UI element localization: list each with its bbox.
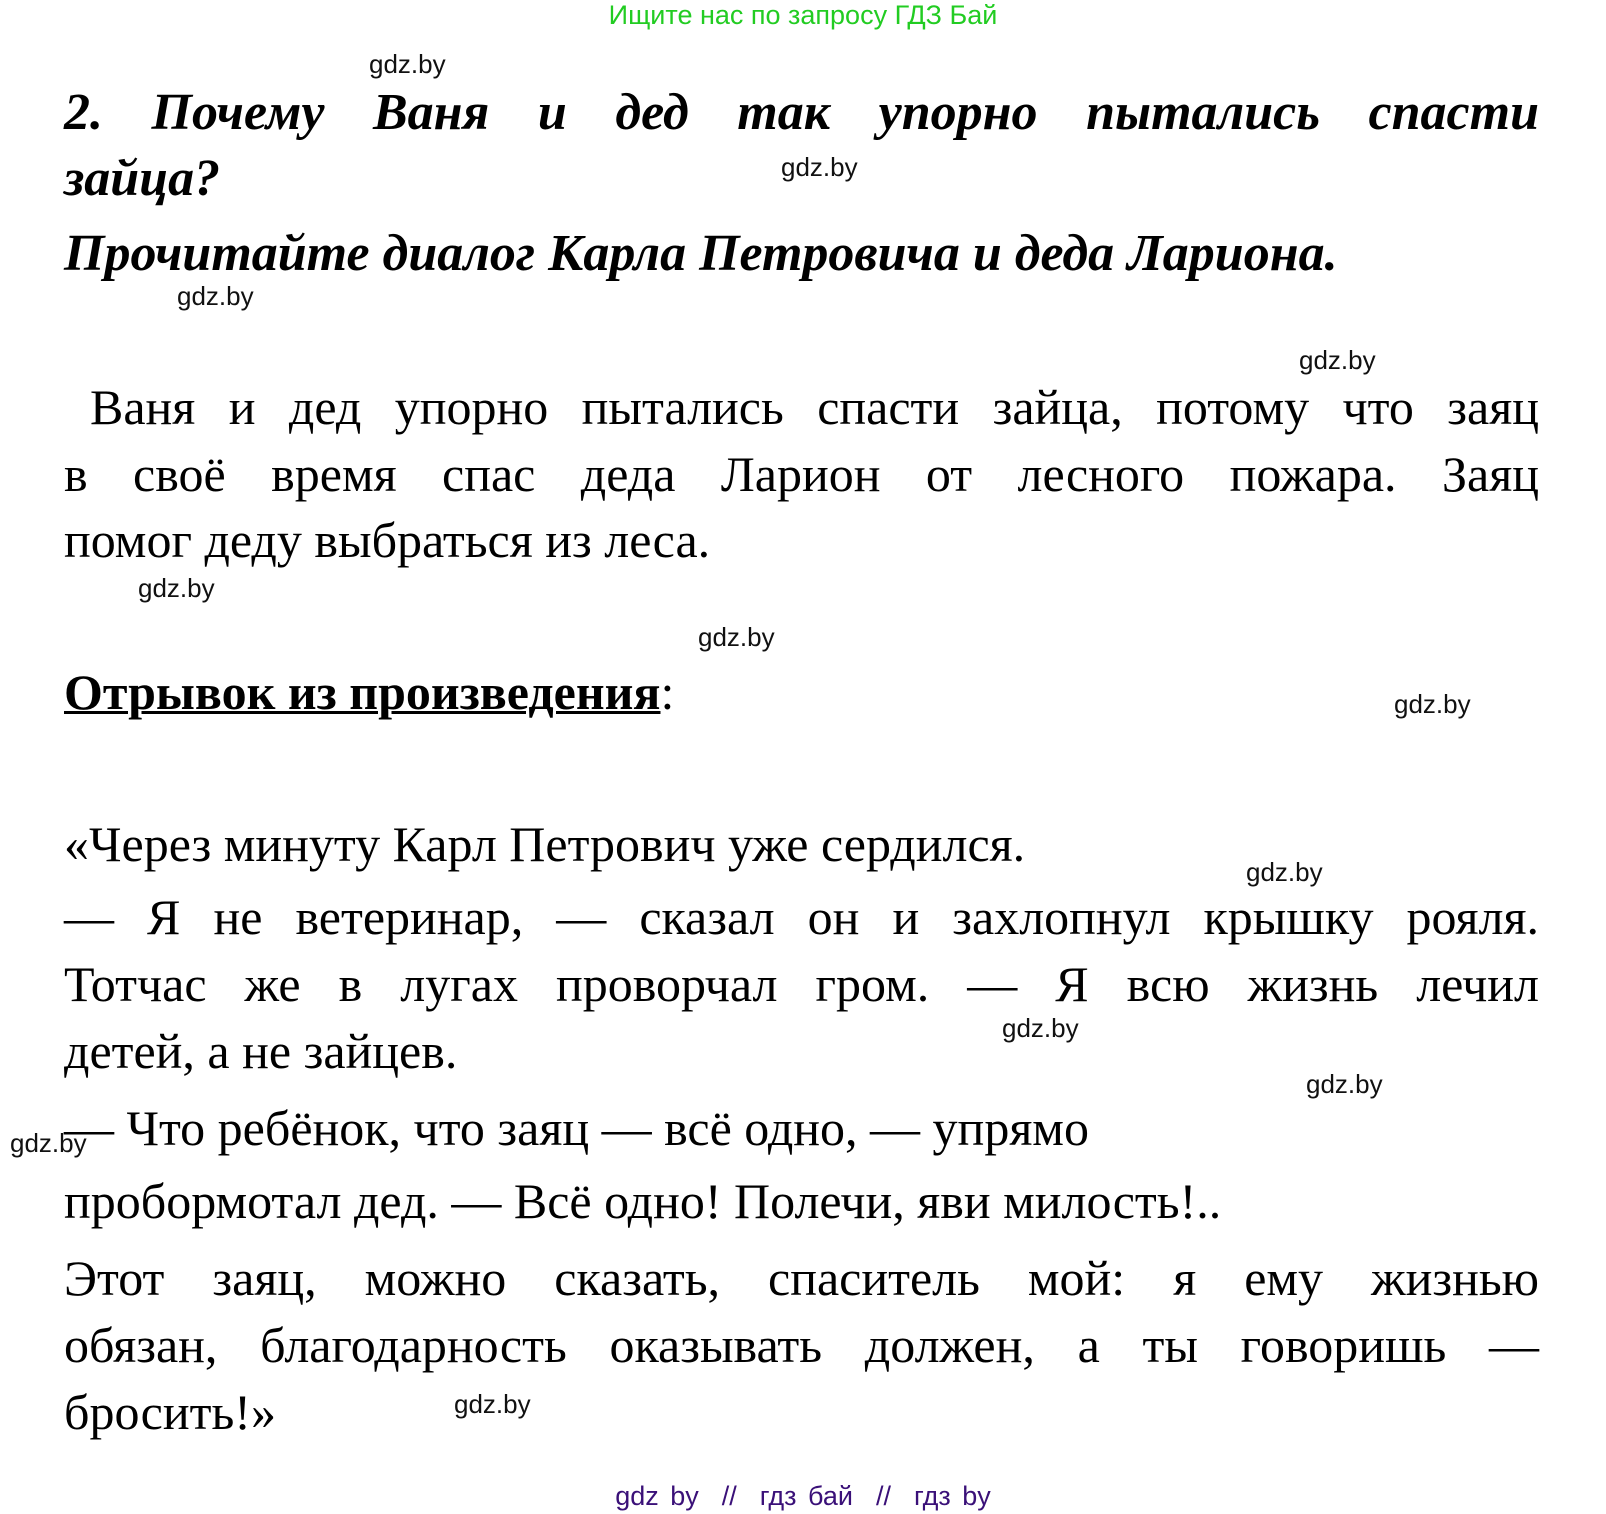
watermark: gdz.by — [1299, 345, 1376, 375]
excerpt-line: Тотчас же в лугах проворчал гром. — Я всю жизнь лечил — [64, 956, 1539, 1012]
watermark: gdz.by — [1394, 689, 1471, 719]
excerpt-line: обязан, благодарность оказывать должен, а ты говоришь — — [64, 1317, 1539, 1373]
excerpt-line: пробормотал дед. — Всё одно! Полечи, яви милость!.. — [64, 1173, 1222, 1229]
watermark: gdz.by — [177, 281, 254, 311]
watermark: gdz.by — [369, 49, 446, 79]
excerpt-colon: : — [660, 664, 675, 720]
watermark: gdz.by — [1306, 1069, 1383, 1099]
question-line-3: Прочитайте диалог Карла Петровича и деда Лариона. — [64, 225, 1338, 282]
search-hint-banner: Ищите нас по запросу ГДЗ Бай — [608, 0, 998, 30]
watermark: gdz.by — [138, 573, 215, 603]
answer-line-2: в своё время спас деда Ларион от лесного пожара. Заяц — [64, 446, 1539, 502]
excerpt-line: детей, а не зайцев. — [64, 1023, 458, 1079]
footer-links: gdz by // гдз бай // гдз by — [615, 1481, 991, 1511]
excerpt-heading — [64, 662, 1539, 722]
question-line-1: 2. Почему Ваня и дед так упорно пытались спасти — [64, 84, 1539, 141]
watermark: gdz.by — [781, 152, 858, 182]
watermark: gdz.by — [454, 1389, 531, 1419]
excerpt-line: — Что ребёнок, что заяц — всё одно, — упрямо — [64, 1100, 1089, 1156]
excerpt-line: бросить!» — [64, 1384, 276, 1440]
question-line-2: зайца? — [64, 150, 221, 207]
excerpt-line: Этот заяц, можно сказать, спаситель мой: я ему жизнью — [64, 1250, 1539, 1306]
answer-line-1: Ваня и дед упорно пытались спасти зайца, потому что заяц — [90, 379, 1539, 435]
excerpt-title: Отрывок из произведения — [64, 664, 661, 720]
excerpt-line: — Я не ветеринар, — сказал он и захлопнул крышку рояля. — [64, 889, 1539, 945]
watermark: gdz.by — [1002, 1013, 1079, 1043]
watermark: gdz.by — [698, 622, 775, 652]
excerpt-line: «Через минуту Карл Петрович уже сердился. — [64, 816, 1026, 872]
watermark: gdz.by — [10, 1128, 87, 1158]
answer-line-3: помог деду выбраться из леса. — [64, 512, 711, 568]
watermark: gdz.by — [1246, 857, 1323, 887]
